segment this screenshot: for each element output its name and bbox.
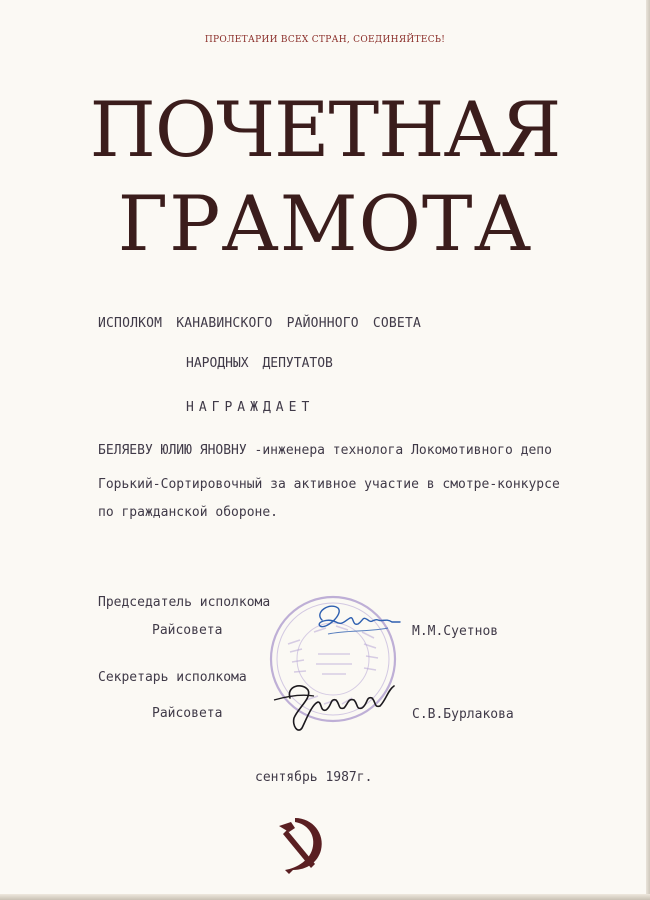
issue-date: сентябрь 1987г.: [255, 770, 373, 785]
title-line-1: ПОЧЕТНАЯ: [89, 85, 561, 174]
signatory-2-name: С.В.Бурлакова: [412, 707, 514, 722]
signatory-1-title-line-1: Председатель исполкома: [98, 595, 271, 610]
signature-1: [308, 600, 408, 640]
paper-edge-right: [646, 0, 650, 900]
awards-heading: НАГРАЖДАЕТ: [186, 400, 315, 415]
paper-edge-bottom: [0, 894, 650, 900]
signatory-2-title-line-2: Райсовета: [152, 706, 223, 721]
signatory-2-title-line-1: Секретарь исполкома: [98, 670, 247, 685]
issuer-line-2: НАРОДНЫХ ДЕПУТАТОВ: [186, 356, 333, 371]
signatory-1-name: М.М.Суетнов: [412, 624, 499, 639]
award-text-line-3: по гражданской обороне.: [98, 505, 279, 520]
issuer-line-1: ИСПОЛКОМ КАНАВИНСКОГО РАЙОННОГО СОВЕТА: [98, 316, 422, 331]
award-text-line-2: Горький-Сортировочный за активное участие в смотре-конкурсе: [98, 477, 560, 492]
hammer-and-sickle-icon: [265, 812, 331, 878]
slogan: ПРОЛЕТАРИИ ВСЕХ СТРАН, СОЕДИНЯЙТЕСЬ!: [204, 35, 446, 45]
signatory-1-title-line-2: Райсовета: [152, 623, 223, 638]
title-line-2: ГРАМОТА: [117, 179, 533, 268]
signature-2: [268, 668, 418, 738]
award-text-line-1: БЕЛЯЕВУ ЮЛИЮ ЯНОВНУ -инженера технолога Локомотивного депо: [98, 443, 552, 458]
